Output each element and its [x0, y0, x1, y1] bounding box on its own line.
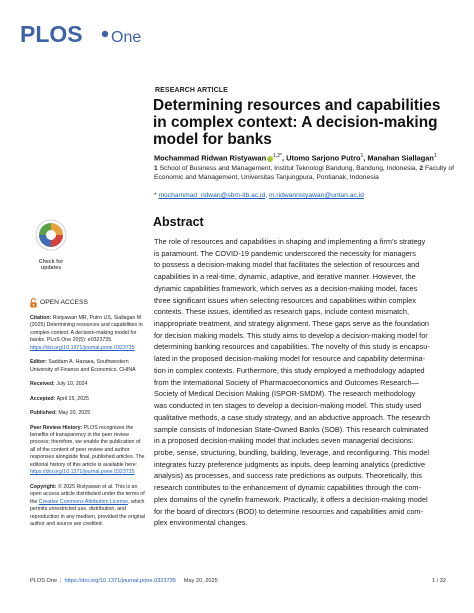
abstract-line: to possess a decision-making model that facilitates the selection of resources and [154, 260, 420, 270]
article-type: RESEARCH ARTICLE [155, 87, 228, 94]
received-date: July 10, 2024 [56, 381, 88, 388]
abstract-line: for decision making models. This study aims to develop a decision-making model for [154, 330, 428, 340]
footer-page-number: 1 / 32 [432, 578, 446, 584]
footer-journal: PLOS One [30, 578, 58, 584]
footer-separator: | [60, 578, 62, 584]
peer-review-link[interactable]: https://doi.org/10.1371/journal.pone.0323735 [30, 469, 135, 476]
abstract-line: The role of resources and capabilities in shaping and implementing a firm’s strategy [154, 237, 426, 246]
plos-one-logo [19, 14, 149, 54]
check-for-updates-line2: updates [40, 265, 62, 271]
article-sidebar [30, 298, 145, 535]
open-access-label: OPEN ACCESS [40, 299, 88, 307]
abstract-heading: Abstract [153, 215, 204, 229]
published-date: May 20, 2025 [58, 410, 91, 417]
abstract-line: was conducted in ten stages to develop a decision-making model. This study used [154, 401, 422, 411]
abstract-line: plex domains of the cynefin framework. Practically, it offers a decision-making model [154, 494, 428, 504]
abstract-line: is paramount. The COVID-19 pandemic underscored the necessity for managers [154, 248, 416, 258]
citation-text: Ristyawan MR, Putro US, Siallagan M (2025) Determining resources and capabilities in complex context: A decision-making model for banks. PLoS One 20(5): e0323735. [30, 315, 143, 344]
corresponding-emails: * mochammad_ridwan@sbm-itb.ac.id, m.ridwanristyawan@untan.ac.id [154, 192, 364, 199]
citation-doi-link[interactable]: https://doi.org/10.1371/journal.pone.0323735 [30, 344, 135, 351]
abstract-line: inappropriate treatment, and strategy alignment. These gaps serve as the foundation [154, 319, 430, 329]
published-label: Published: [30, 410, 57, 417]
affiliation-text: Faculty of Economic and Management, Universitas Tanjungpura, Pontianak, Indonesia [154, 165, 454, 181]
abstract-line: plex environmental changes. [154, 518, 248, 528]
check-for-updates-badge[interactable] [30, 217, 72, 269]
author-list: Mochammad Ridwan Ristyawan $^{1,2*}$, Utomo Sarjono Putro$^1$, Manahan Siallagan$^1$ [154, 153, 437, 163]
copyright-text: © 2025 Ristyawan et al. This is an open access article distributed under the terms of the [30, 483, 145, 505]
abstract-line: dynamic capabilities framework, which serves as a decision-making model, faces [154, 283, 418, 293]
editor-block [30, 359, 145, 374]
check-for-updates-label [30, 259, 72, 271]
abstract-line: tion in complex contexts. Furthermore, this study employed a methodology adapted [154, 365, 425, 375]
editor-label: Editor: [30, 359, 47, 366]
check-for-updates-line1: Check for [38, 259, 64, 265]
abstract-line: qualitative methods, a case study strategy, and an abductive approach. The research [154, 412, 431, 422]
accepted-date: April 15, 2025 [56, 395, 89, 402]
peer-review-text: PLOS recognizes the benefits of transparency in the peer review process; therefore, we enable the publication of all of the content of peer review and author responses alongside final, published articles. The editorial history of this article is available here: [30, 424, 145, 468]
abstract-line: contexts. These issues, identified as research gaps, include context mismatch, [154, 307, 409, 317]
abstract-line: research contributes to the enhancement of dynamic capabilities through the com- [154, 483, 421, 493]
check-for-updates-icon [30, 217, 72, 253]
plos-one-logo-graphic [19, 14, 149, 54]
abstract-line: Society of Medical Decision Making (ISPOR-SMDM). The research methodology [154, 389, 416, 399]
email-link[interactable]: mochammad_ridwan@sbm-itb.ac.id [158, 192, 266, 199]
author-sup: 1 [360, 153, 364, 159]
editor-text: Saddam A. Hazaea, Southwestern University of Finance and Economics, CHINA [30, 359, 136, 373]
open-lock-icon [30, 298, 37, 308]
affiliations [154, 165, 459, 183]
abstract-line: sample consists of Indonesian State-Owned Banks (SOB). This research culminated [154, 424, 429, 434]
abstract-line: lated in the proposed decision-making model for resource and capability determina- [154, 354, 426, 364]
received-label: Received: [30, 381, 55, 388]
peer-review-block [30, 425, 145, 477]
license-link[interactable]: Creative Commons Attribution License [38, 498, 129, 505]
abstract-line: capabilities in a real-time, dynamic, adaptive, and iterative manner. However, the [154, 272, 416, 282]
author-name[interactable]: Manahan Siallagan [367, 153, 434, 163]
affiliation-number: 1 [154, 165, 158, 172]
accepted-label: Accepted: [30, 395, 56, 402]
author-name[interactable]: Utomo Sarjono Putro [286, 153, 361, 163]
abstract-line: determining banking resources and capabilities. The novelty of this study is encapsu- [154, 342, 430, 352]
author-name[interactable]: Mochammad Ridwan Ristyawan [154, 153, 267, 163]
affiliation-text: School of Business and Management, Institut Teknologi Bandung, Bandung, Indonesia, [159, 165, 418, 172]
page-footer [30, 578, 446, 584]
open-access-row [30, 298, 145, 308]
abstract-line: in a proposed decision-making model that includes seven managerial decisions: [154, 436, 414, 446]
copyright-block [30, 484, 145, 529]
abstract-body [154, 236, 458, 529]
orcid-icon[interactable] [267, 156, 273, 162]
author-sup: 1,2* [273, 153, 283, 159]
citation-block [30, 315, 145, 352]
asterisk-mark: * [154, 192, 157, 199]
author-sup: 1 [433, 153, 437, 159]
citation-label: Citation: [30, 315, 52, 321]
footer-date: May 20, 2025 [183, 578, 218, 584]
logo-sub: One [111, 29, 142, 46]
abstract-line: integrates fuzzy preference judgments as inputs, deep learning analytics (predictive [154, 459, 426, 469]
email-link[interactable]: m.ridwanristyawan@untan.ac.id [268, 192, 364, 199]
logo-brand: PLOS [20, 21, 83, 47]
footer-doi-link[interactable]: https://doi.org/10.1371/journal.pone.0323735 [64, 578, 176, 584]
abstract-line: probe, sense, structuring, bundling, building, leverage, and reconfiguring. This model [154, 447, 430, 457]
published-block [30, 410, 145, 417]
abstract-line: for the board of directors (BOD) to determine resources and capabilities amid com- [154, 506, 423, 516]
peer-review-label: Peer Review History: [30, 424, 83, 431]
affiliation-number: 2 [419, 165, 424, 172]
copyright-text-end: , which permits unrestricted use, distribution, and reproduction in any medium, provided the original author and source are credited. [30, 498, 145, 527]
received-block [30, 381, 145, 388]
accepted-block [30, 396, 145, 403]
logo-dot-icon [102, 31, 108, 37]
copyright-label: Copyright: [30, 483, 57, 490]
abstract-line: analysis) as processes, and success rate predictions as outputs. Theoretically, this [154, 471, 422, 481]
abstract-line: three significant issues when selecting resources and capabilities within complex [154, 295, 417, 305]
abstract-line: from the International Society of Pharmacoeconomics and Outcomes Research— [154, 377, 419, 387]
article-title: Determining resources and capabilities in complex context: A decision-making model for banks [153, 97, 441, 148]
